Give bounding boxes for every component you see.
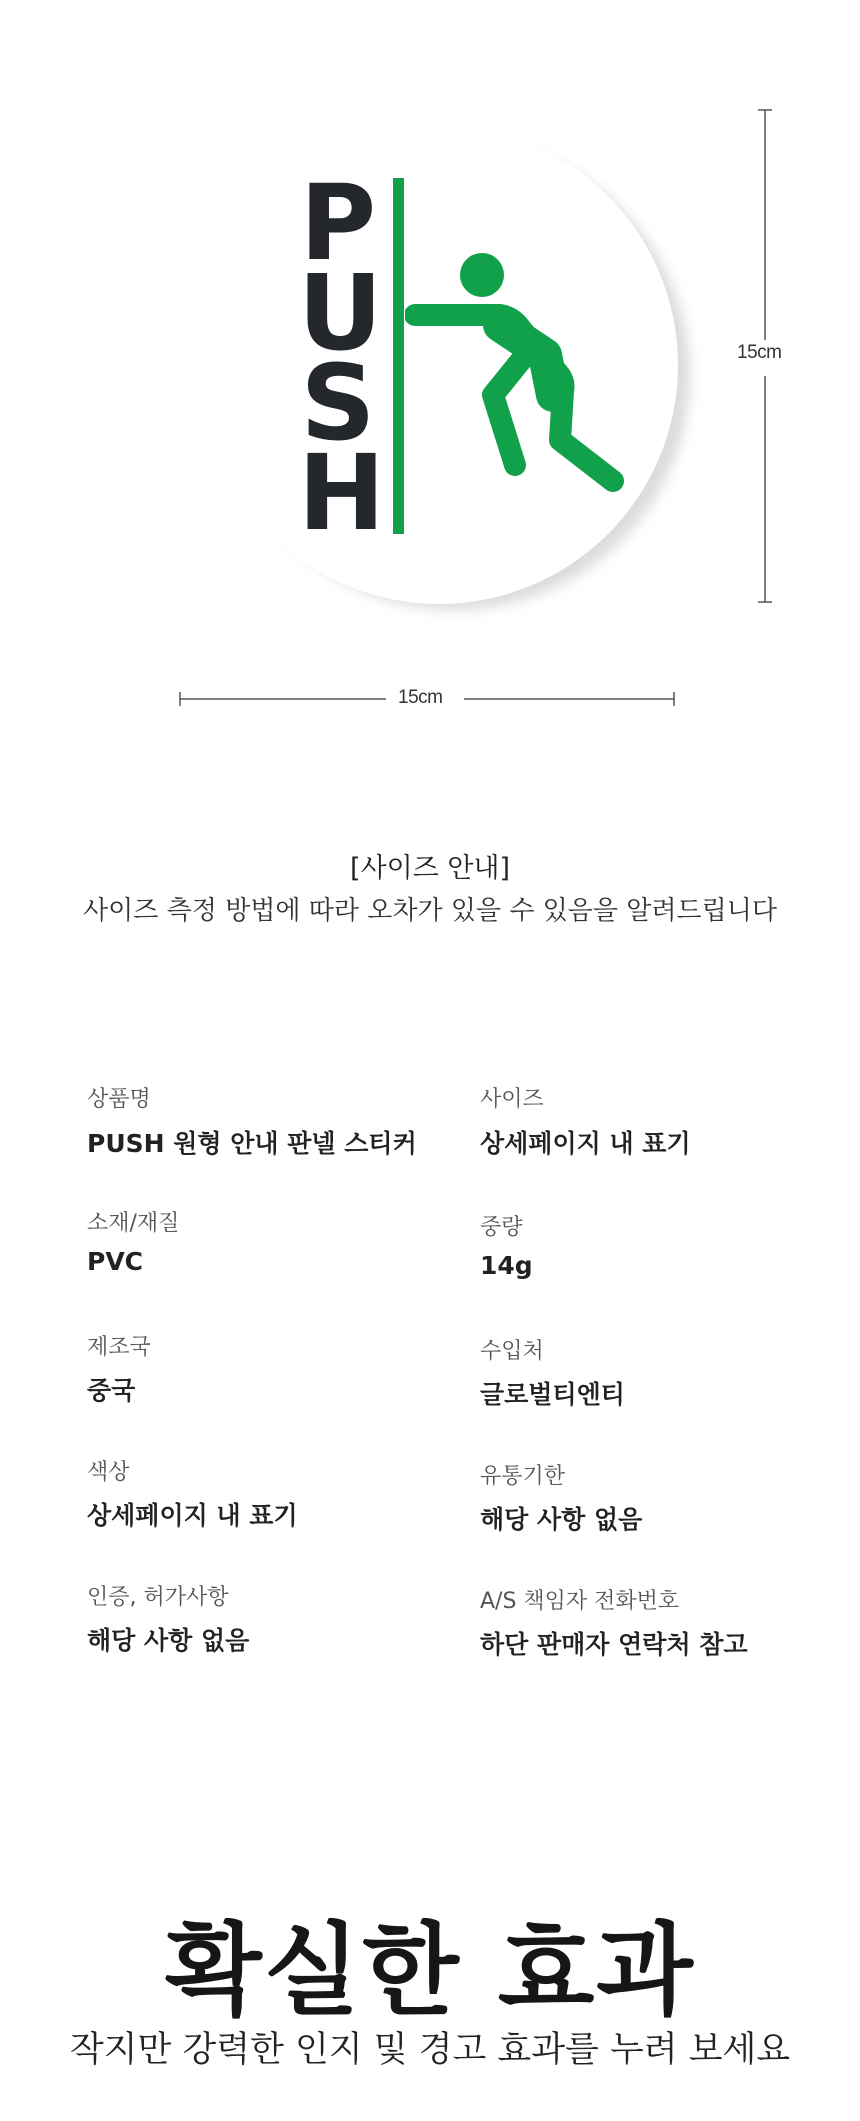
spec-label-material: 소재/재질 [87, 1211, 180, 1236]
spec-label-expiration: 유통기한 [480, 1464, 566, 1489]
spec-label-as-contact: A/S 책임자 전화번호 [480, 1589, 680, 1614]
spec-value-product-name: PUSH 원형 안내 판넬 스티커 [87, 1129, 417, 1158]
size-notice-title: [사이즈 안내] [349, 853, 511, 884]
spec-value-material: PVC [87, 1247, 144, 1276]
spec-value-importer: 글로벌티엔티 [480, 1380, 625, 1409]
height-label: 15cm [737, 342, 782, 363]
push-letter-p: P [299, 162, 377, 284]
push-letter-u: U [298, 252, 383, 374]
spec-value-country: 중국 [87, 1376, 136, 1405]
spec-value-weight: 14g [480, 1251, 533, 1280]
spec-value-color: 상세페이지 내 표기 [87, 1501, 298, 1530]
width-label: 15cm [398, 687, 443, 708]
spec-value-expiration: 해당 사항 없음 [480, 1505, 643, 1534]
push-letter-s: S [300, 342, 376, 464]
spec-label-country: 제조국 [87, 1335, 151, 1360]
promo-subtitle: 작지만 강력한 인지 및 경고 효과를 누려 보세요 [69, 2030, 791, 2070]
door-line [393, 178, 404, 534]
spec-label-size: 사이즈 [480, 1087, 544, 1112]
spec-label-certification: 인증, 허가사항 [87, 1585, 229, 1610]
spec-label-importer: 수입처 [480, 1339, 544, 1364]
size-notice-description: 사이즈 측정 방법에 따라 오차가 있을 수 있음을 알려드립니다 [82, 896, 778, 926]
promo-title: 확실한 효과 [165, 1912, 695, 2029]
spec-value-as-contact: 하단 판매자 연락처 참고 [480, 1630, 748, 1659]
push-letter-h: H [298, 432, 386, 554]
spec-label-color: 색상 [87, 1460, 130, 1485]
spec-value-size: 상세페이지 내 표기 [480, 1129, 691, 1158]
spec-value-certification: 해당 사항 없음 [87, 1626, 250, 1655]
pushing-person-icon [405, 245, 645, 495]
spec-label-weight: 중량 [480, 1215, 523, 1240]
spec-label-product-name: 상품명 [87, 1087, 151, 1112]
